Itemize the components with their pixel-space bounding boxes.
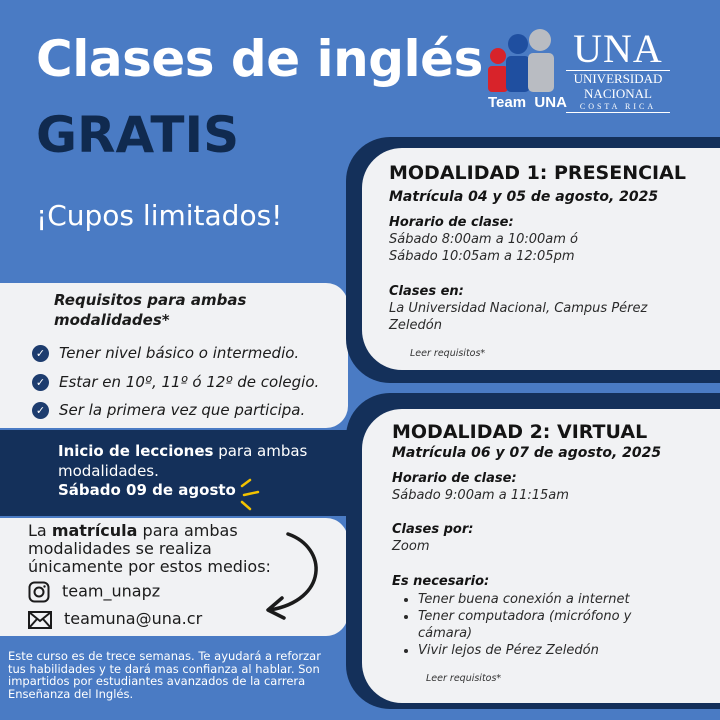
- modality2-needs-list: [392, 591, 688, 659]
- curved-arrow-icon: [258, 530, 328, 622]
- check-icon: ✓: [32, 374, 49, 391]
- enrollment-text: La matrícula para ambas modalidades se realiza únicamente por estos medios:: [28, 521, 271, 576]
- headline-gratis: GRATIS: [36, 106, 240, 164]
- modality2-schedule-label: Horario de clase:: [392, 471, 517, 486]
- requirement-item: ✓ Tener nivel básico o intermedio.: [32, 343, 299, 363]
- needs-item: • Tener buena conexión a internet: [418, 591, 688, 608]
- limited-spots-text: ¡Cupos limitados!: [36, 199, 283, 232]
- modality1-schedule-label: Horario de clase:: [389, 215, 514, 230]
- modality2-enrollment: Matrícula 06 y 07 de agosto, 2025: [392, 445, 662, 461]
- course-description: Este curso es de trece semanas. Te ayudará a reforzar tus habilidades y te dará mas confianza al hablar. Son impartidos por estudiantes avanzados de la carrera Enseñanza del Inglés.: [8, 649, 321, 701]
- modality1-card: [362, 148, 720, 370]
- check-icon: ✓: [32, 345, 49, 362]
- modality2-platform: Zoom: [392, 539, 430, 554]
- instagram-contact[interactable]: [28, 581, 160, 603]
- email-contact[interactable]: [28, 609, 202, 629]
- start-lessons-text: Inicio de lecciones para ambas modalidades.: [58, 442, 308, 480]
- instagram-handle[interactable]: team_unapz: [62, 581, 161, 601]
- una-logo-text: UNA: [573, 26, 663, 71]
- email-address[interactable]: teamuna@una.cr: [64, 609, 203, 628]
- modality1-enrollment: Matrícula 04 y 05 de agosto, 2025: [389, 189, 659, 205]
- modality2-platform-label: Clases por:: [392, 522, 474, 537]
- modality1-location-label: Clases en:: [389, 284, 464, 299]
- una-logo-line1: UNIVERSIDAD: [566, 70, 670, 86]
- instagram-icon: [28, 581, 50, 603]
- mail-icon: [28, 611, 52, 629]
- requirement-item: ✓ Ser la primera vez que participa.: [32, 400, 305, 420]
- modality2-read-requirements[interactable]: Leer requisitos*: [426, 673, 502, 684]
- modality2-card: [362, 409, 720, 703]
- una-logo-line3: COSTA RICA: [566, 101, 670, 113]
- una-university-logo: [566, 26, 670, 113]
- team-una-label: Team UNA: [488, 94, 567, 111]
- needs-item: • Tener computadora (micrófono y cámara): [418, 608, 688, 642]
- modality1-title: MODALIDAD 1: PRESENCIAL: [389, 162, 686, 184]
- needs-item: • Vivir lejos de Pérez Zeledón: [418, 642, 688, 659]
- modality2-needs-label: Es necesario:: [392, 574, 490, 589]
- sparkle-icon: [236, 478, 262, 512]
- modality1-schedule-1: Sábado 8:00am a 10:00am ó: [389, 232, 579, 247]
- start-date: Sábado 09 de agosto: [58, 481, 236, 499]
- check-icon: ✓: [32, 402, 49, 419]
- una-logo-line2: NACIONAL: [584, 86, 652, 101]
- requirements-title: Requisitos para ambas modalidades*: [54, 291, 247, 329]
- modality2-schedule-1: Sábado 9:00am a 11:15am: [392, 488, 569, 503]
- headline-title: Clases de inglés: [36, 30, 483, 88]
- modality1-location: La Universidad Nacional, Campus Pérez Zeledón: [389, 301, 648, 333]
- modality2-title: MODALIDAD 2: VIRTUAL: [392, 421, 648, 443]
- modality1-schedule-2: Sábado 10:05am a 12:05pm: [389, 249, 575, 264]
- modality1-read-requirements[interactable]: Leer requisitos*: [410, 348, 486, 359]
- requirement-item: ✓ Estar en 10º, 11º ó 12º de colegio.: [32, 372, 319, 392]
